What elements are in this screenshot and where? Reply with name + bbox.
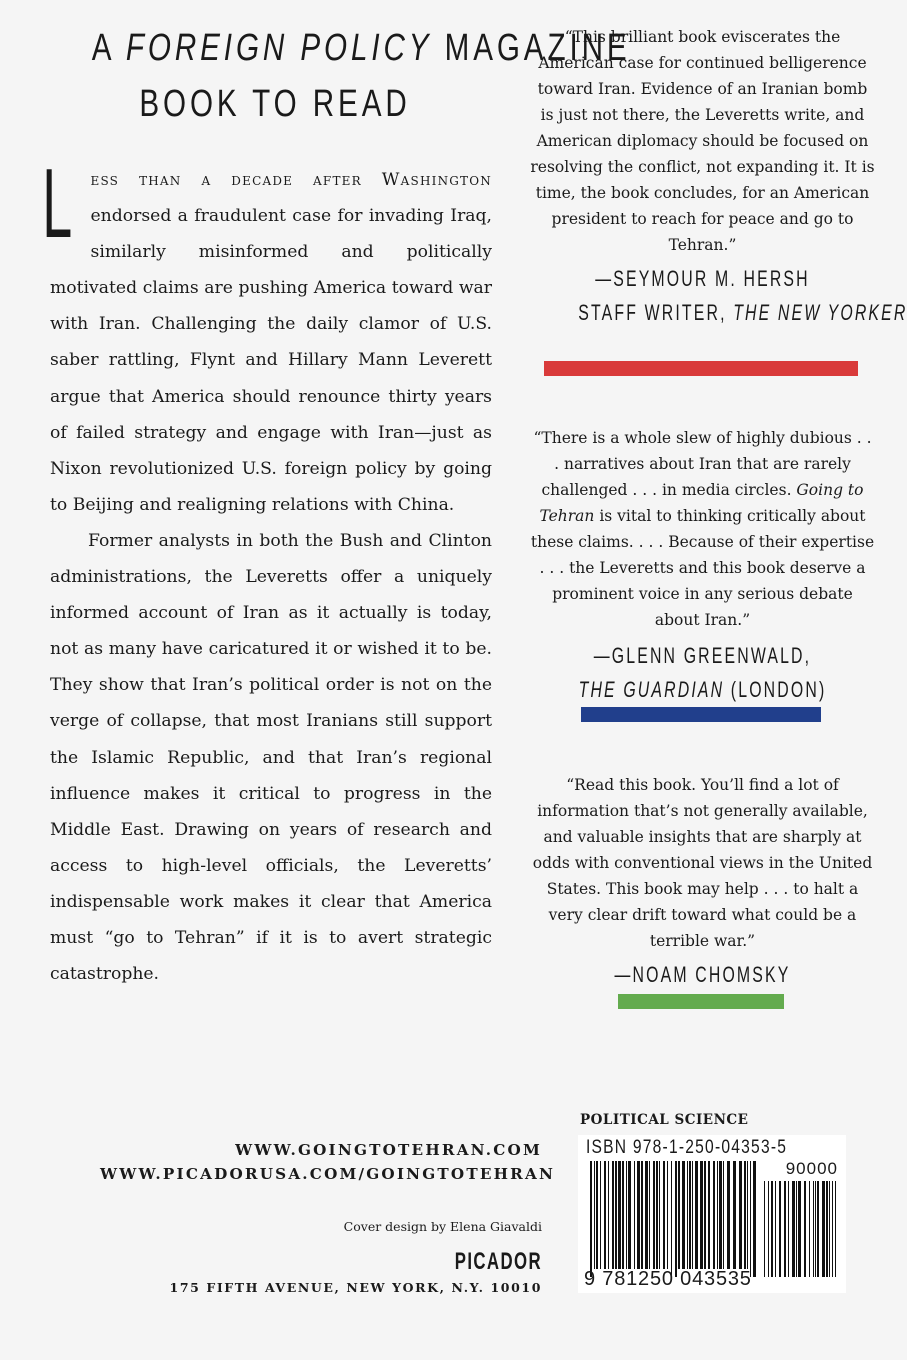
- addon-bar: [817, 1181, 819, 1277]
- addon-bar: [815, 1181, 816, 1277]
- publisher-logo: PICADOR: [454, 1248, 542, 1275]
- barcode-bar: [634, 1161, 635, 1269]
- barcode-bar: [700, 1161, 703, 1269]
- addon-bar: [768, 1181, 769, 1277]
- publisher-address: 175 FIFTH AVENUE, NEW YORK, N.Y. 10010: [169, 1280, 542, 1295]
- addon-bar: [832, 1181, 833, 1277]
- blurb-attribution-title: STAFF WRITER, THE NEW YORKER: [578, 300, 907, 325]
- green-divider-bar: [618, 994, 784, 1009]
- barcode-bar: [612, 1161, 614, 1269]
- blurb-attribution-title: THE GUARDIAN (LONDON): [578, 677, 827, 702]
- barcode-bar: [656, 1161, 658, 1269]
- barcode-bar: [667, 1161, 668, 1269]
- barcode-bar: [618, 1161, 621, 1269]
- barcode-bar: [663, 1161, 665, 1269]
- barcode-bar: [645, 1161, 648, 1269]
- addon-bar: [822, 1181, 825, 1277]
- barcode-bar: [739, 1161, 742, 1269]
- addon-bar: [771, 1181, 773, 1277]
- blurb-greenwald: [530, 425, 875, 707]
- description-paragraph-1: L ess than a decade after Washington endorsed a fraudulent case for invading Iraq, similarly misinformed and politically motivated claims are pushing America toward war with Iran. Challenging the daily clamor of U.S. saber rattling, Flynt and Hillary Mann Leverett argue that America should renounce thirty years of failed strategy and engage with Iran—just as Nixon revolutionized U.S. foreign policy by going to Beijing and realigning relations with China.: [42, 148, 492, 515]
- headline: [40, 20, 631, 132]
- addon-bar: [779, 1181, 781, 1277]
- barcode-bar: [695, 1161, 698, 1269]
- barcode-bar: [692, 1161, 693, 1269]
- headline-line-2: BOOK TO READ: [139, 83, 411, 125]
- barcode-bar: [747, 1161, 748, 1269]
- category-label: POLITICAL SCIENCE: [580, 1112, 749, 1128]
- barcode-bar: [717, 1161, 718, 1269]
- cover-credit: Cover design by Elena Giavaldi: [343, 1219, 542, 1234]
- barcode-bar: [727, 1161, 730, 1269]
- addon-bar: [764, 1181, 765, 1277]
- headline-line-1: A FOREIGN POLICY MAGAZINE: [91, 27, 631, 69]
- barcode-bar: [615, 1161, 617, 1269]
- barcode-bar: [723, 1161, 724, 1269]
- barcode-bar: [653, 1161, 655, 1269]
- addon-bar: [798, 1181, 801, 1277]
- barcode-bar: [675, 1161, 677, 1277]
- blurb-text: “This brilliant book eviscerates the American case for continued belligerence toward Iran. Evidence of an Iranian bomb is just not there, the Leveretts write, and American diplomacy should be focused on resolving the conflict, not expanding it. It is time, the book concludes, for an American president to reach for peace and go to Tehran.”: [530, 28, 875, 254]
- addon-bar: [826, 1181, 828, 1277]
- barcode-bar: [600, 1161, 601, 1269]
- barcode-bar: [671, 1161, 672, 1277]
- blurb-attribution: —NOAM CHOMSKY: [614, 962, 791, 987]
- addon-bar: [788, 1181, 789, 1277]
- blurb-hersh: [530, 24, 907, 330]
- barcode-bar: [708, 1161, 710, 1269]
- barcode-bar: [687, 1161, 688, 1269]
- blurb-chomsky: [530, 772, 875, 992]
- barcode-bar: [604, 1161, 606, 1269]
- drop-cap: L: [42, 148, 73, 258]
- price-addon: 90000: [785, 1159, 838, 1178]
- barcode-bar: [678, 1161, 680, 1269]
- addon-bar: [796, 1181, 797, 1277]
- website-link-1[interactable]: WWW.GOINGTOTEHRAN.COM: [235, 1141, 542, 1159]
- addon-bar: [809, 1181, 810, 1277]
- addon-bar: [835, 1181, 836, 1277]
- addon-bar: [829, 1181, 830, 1277]
- website-link-2[interactable]: WWW.PICADORUSA.COM/GOINGTOTEHRAN: [100, 1165, 556, 1183]
- isbn-number: ISBN 978-1-250-04353-5: [586, 1137, 788, 1158]
- description-paragraph-2: Former analysts in both the Bush and Clinton administrations, the Leveretts offer a uniquely informed account of Iran as it actually is today, not as many have caricatured it or wished it to be. They show that Iran’s political order is not on the verge of collapse, that most Iranians still support the Islamic Republic, and that Iran’s regional influence makes it critical to progress in the Middle East. Drawing on years of research and access to high-level officials, the Leveretts’ indispensable work makes it clear that America must “go to Tehran” if it is to avert strategic catastrophe.: [50, 530, 492, 985]
- barcode-bar: [641, 1161, 643, 1269]
- blurb-text: “Read this book. You’ll find a lot of information that’s not generally available, and valuable insights that are sharply at odds with conventional views in the United States. This book may help . . . to halt a very clear drift toward what could be a terrible war.”: [532, 776, 873, 950]
- barcode-bar: [713, 1161, 715, 1269]
- barcode-bar: [637, 1161, 640, 1269]
- blurb-text: “There is a whole slew of highly dubious . . . narratives about Iran that are rarely challenged . . . in media circles. Going to Tehran is vital to thinking critically about these claims. . . . Because of their expertise . . . the Leveretts and this book deserve a prominent voice in any serious debate about Iran.”: [530, 429, 875, 629]
- barcode-bar: [622, 1161, 624, 1269]
- blurb-attribution: —SEYMOUR M. HERSH: [595, 266, 810, 291]
- barcode-bar: [594, 1161, 595, 1269]
- barcode-bar: [719, 1161, 722, 1269]
- addon-bar: [775, 1181, 776, 1277]
- barcode-bar: [750, 1161, 751, 1277]
- addon-bar: [813, 1181, 814, 1277]
- barcode-bar: [704, 1161, 706, 1269]
- website-links: [100, 1138, 556, 1186]
- addon-bar: [784, 1181, 786, 1277]
- barcode-digits: 9 781250 043535: [584, 1268, 752, 1290]
- blue-divider-bar: [581, 707, 821, 722]
- barcode-bar: [626, 1161, 627, 1269]
- barcode-bar: [753, 1161, 756, 1277]
- red-divider-bar: [544, 361, 858, 376]
- barcode-bar: [689, 1161, 691, 1269]
- barcode-bar: [744, 1161, 746, 1269]
- barcode: [578, 1135, 846, 1293]
- barcode-bar: [596, 1161, 598, 1269]
- barcode-bar: [608, 1161, 609, 1269]
- barcode-bar: [590, 1161, 592, 1277]
- addon-bar: [804, 1181, 806, 1277]
- barcode-bar: [659, 1161, 660, 1269]
- barcode-bar: [649, 1161, 650, 1269]
- barcode-bar: [682, 1161, 685, 1269]
- book-description: [42, 148, 492, 992]
- blurb-attribution: —GLENN GREENWALD,: [593, 643, 812, 668]
- barcode-bar: [628, 1161, 631, 1269]
- barcode-bar: [733, 1161, 736, 1269]
- addon-bar: [792, 1181, 795, 1277]
